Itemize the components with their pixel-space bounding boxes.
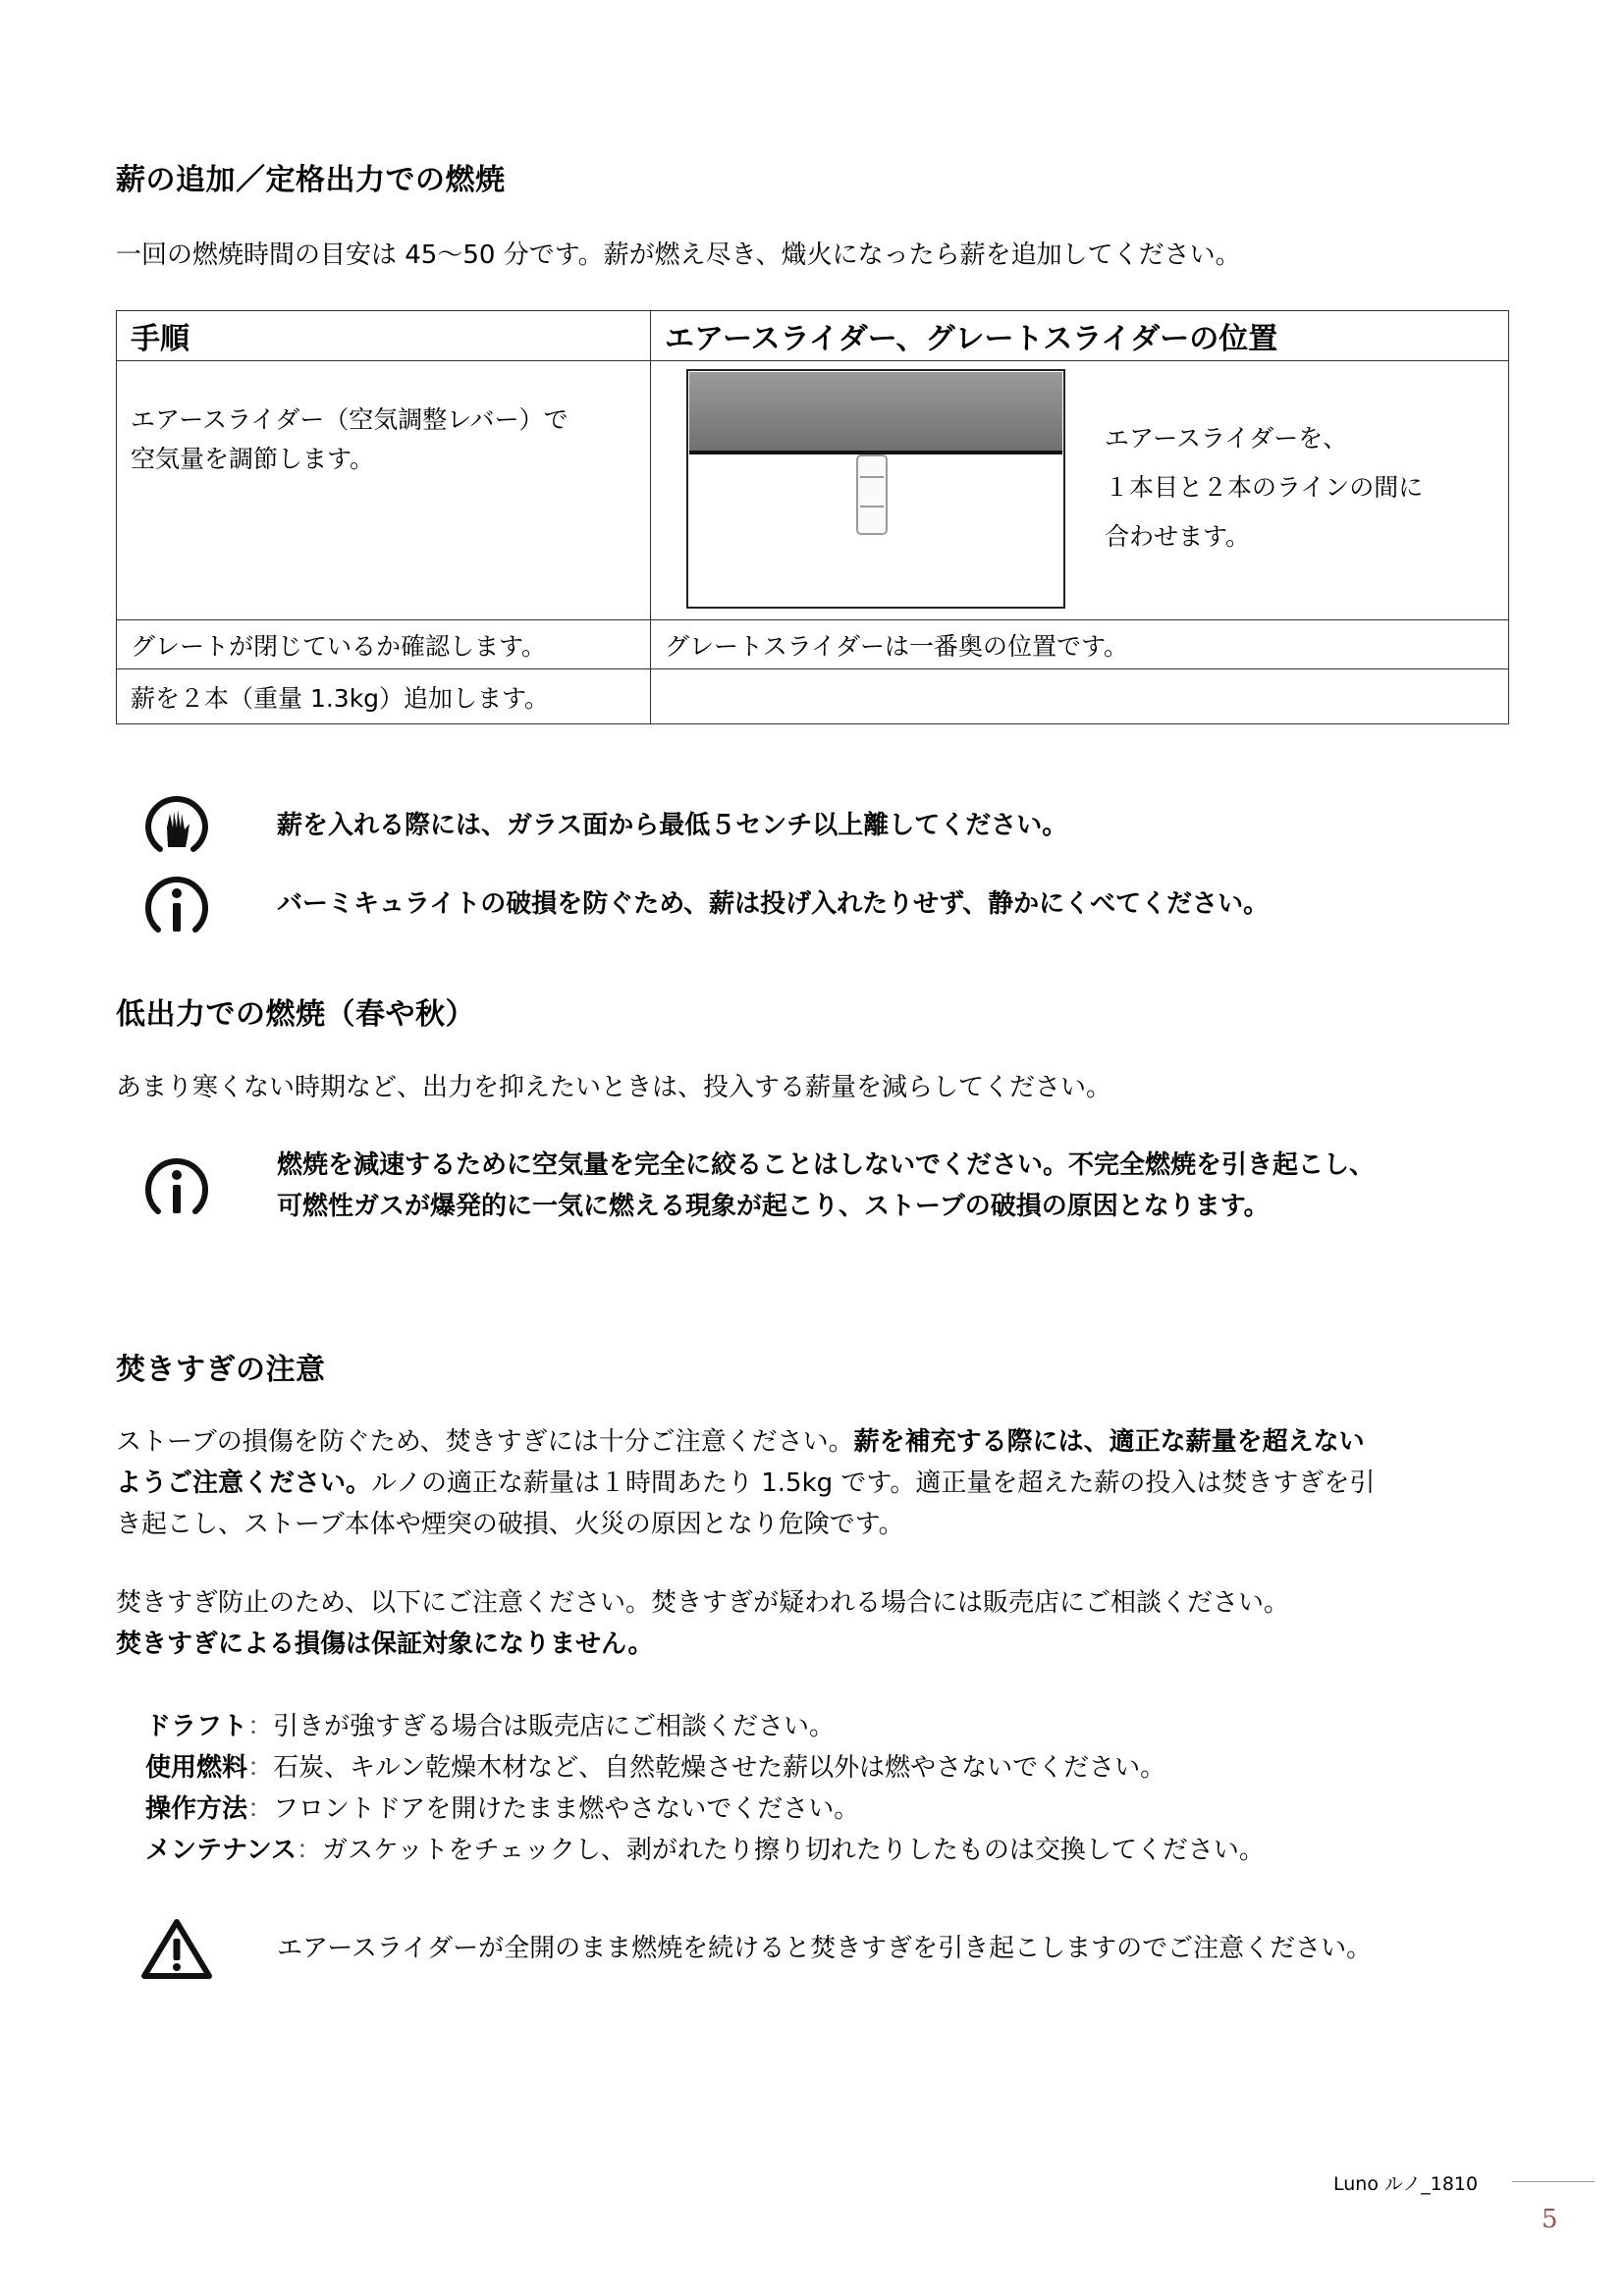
- section-intro-refuel: 一回の燃焼時間の目安は 45～50 分です。薪が燃え尽き、熾火になったら薪を追加してください。: [116, 240, 1241, 270]
- paragraph-line: [116, 1421, 1375, 1463]
- step-line: エアースライダー（空気調整レバー）で: [131, 405, 568, 434]
- table-cell-position: [651, 669, 1509, 724]
- separator: ：: [247, 1712, 274, 1741]
- table-row: [117, 620, 1509, 669]
- table-cell-step: [117, 361, 651, 620]
- text-run-bold: 薪を補充する際には、適正な薪量を超えない: [853, 1427, 1365, 1457]
- table-cell-step: 薪を２本（重量 1.3kg）追加します。: [117, 669, 651, 724]
- note-line: 可燃性ガスが爆発的に一気に燃える現象が起こり、ストーブの破損の原因となります。: [277, 1192, 1270, 1221]
- warning-triangle-icon: [137, 1914, 216, 1983]
- text-run: ルノの適正な薪量は１時間あたり 1.5kg です。適正量を超えた薪の投入は焚きすぎを引: [371, 1468, 1376, 1498]
- table-row: [117, 669, 1509, 724]
- step-line: 空気量を調節します。: [131, 445, 375, 473]
- note-glass-distance: [137, 791, 1067, 860]
- separator: ：: [296, 1836, 322, 1865]
- list-desc: 引きが強すぎる場合は販売店にご相談ください。: [273, 1712, 836, 1741]
- overfire-paragraph: [116, 1421, 1375, 1545]
- list-desc: 石炭、キルン乾燥木材など、自然乾燥させた薪以外は燃やさないでください。: [273, 1753, 1166, 1783]
- footer-doc-id: Luno ルノ_1810: [1333, 2173, 1479, 2195]
- position-line: 合わせます。: [1105, 522, 1251, 551]
- position-line: エアースライダーを、: [1105, 424, 1348, 453]
- section-intro-low-output: あまり寒くない時期など、出力を抑えたいときは、投入する薪量を減らしてください。: [116, 1073, 1112, 1102]
- note-text: [277, 1145, 1375, 1227]
- list-term: 使用燃料: [145, 1753, 248, 1783]
- note-line: 燃焼を減速するために空気量を完全に絞ることはしないでください。不完全燃焼を引き起こし、: [277, 1150, 1376, 1180]
- table-header-step: 手順: [117, 311, 651, 361]
- note-air-restriction: [137, 1145, 1375, 1227]
- info-icon: [137, 1151, 216, 1220]
- text-run-bold: ようご注意ください。: [116, 1468, 372, 1498]
- table-cell-step: グレートが閉じているか確認します。: [117, 620, 651, 669]
- info-icon: [137, 870, 216, 938]
- list-desc: フロントドアを開けたまま燃やさないでください。: [273, 1794, 860, 1824]
- note-overfire-warning: [137, 1914, 1372, 1983]
- precaution-list: [145, 1706, 1265, 1871]
- table-header-position: エアースライダー、グレートスライダーの位置: [651, 311, 1509, 361]
- position-line: １本目と２本のラインの間に: [1105, 473, 1424, 502]
- section-title-refuel: 薪の追加／定格出力での燃焼: [116, 163, 506, 197]
- separator: ：: [247, 1794, 274, 1824]
- list-item: [145, 1830, 1265, 1871]
- table-cell-position: [651, 361, 1509, 620]
- procedure-table: [116, 310, 1509, 724]
- footer-rule: [1512, 2181, 1595, 2182]
- note-vermiculite: [137, 870, 1269, 938]
- position-text: [1105, 414, 1423, 561]
- air-slider-diagram: [686, 369, 1065, 609]
- page-number: 5: [1542, 2205, 1558, 2234]
- paragraph-line: 焚きすぎ防止のため、以下にご注意ください。焚きすぎが疑われる場合には販売店にご相談ください。: [116, 1588, 1289, 1618]
- note-text: バーミキュライトの破損を防ぐため、薪は投げ入れたりせず、静かにくべてください。: [277, 889, 1270, 919]
- note-text: 薪を入れる際には、ガラス面から最低５センチ以上離してください。: [277, 811, 1068, 840]
- list-term: 操作方法: [145, 1794, 248, 1824]
- list-item: [145, 1706, 1265, 1747]
- list-desc: ガスケットをチェックし、剥がれたり擦り切れたりしたものは交換してください。: [321, 1836, 1265, 1865]
- list-term: ドラフト: [145, 1712, 248, 1741]
- list-term: メンテナンス: [145, 1836, 297, 1865]
- note-text: エアースライダーが全開のまま燃焼を続けると焚きすぎを引き起こしますのでご注意ください。: [277, 1934, 1373, 1963]
- section-title-low-output: 低出力での燃焼（春や秋）: [116, 997, 475, 1032]
- table-cell-position: グレートスライダーは一番奥の位置です。: [651, 620, 1509, 669]
- text-run: き起こし、ストーブ本体や煙突の破損、火災の原因となり危険です。: [116, 1510, 904, 1539]
- paragraph-line: [116, 1463, 1375, 1504]
- table-header-row: [117, 311, 1509, 361]
- warranty-note: 焚きすぎによる損傷は保証対象になりません。: [116, 1629, 654, 1659]
- glove-hand-icon: [137, 791, 216, 860]
- text-run: ストーブの損傷を防ぐため、焚きすぎには十分ご注意ください。: [116, 1427, 854, 1457]
- list-item: [145, 1789, 1265, 1830]
- list-item: [145, 1747, 1265, 1789]
- separator: ：: [247, 1753, 274, 1783]
- table-row: [117, 361, 1509, 620]
- overfire-prevention-paragraph: [116, 1582, 1289, 1665]
- section-title-overfire: 焚きすぎの注意: [116, 1353, 326, 1387]
- paragraph-line: [116, 1504, 1375, 1545]
